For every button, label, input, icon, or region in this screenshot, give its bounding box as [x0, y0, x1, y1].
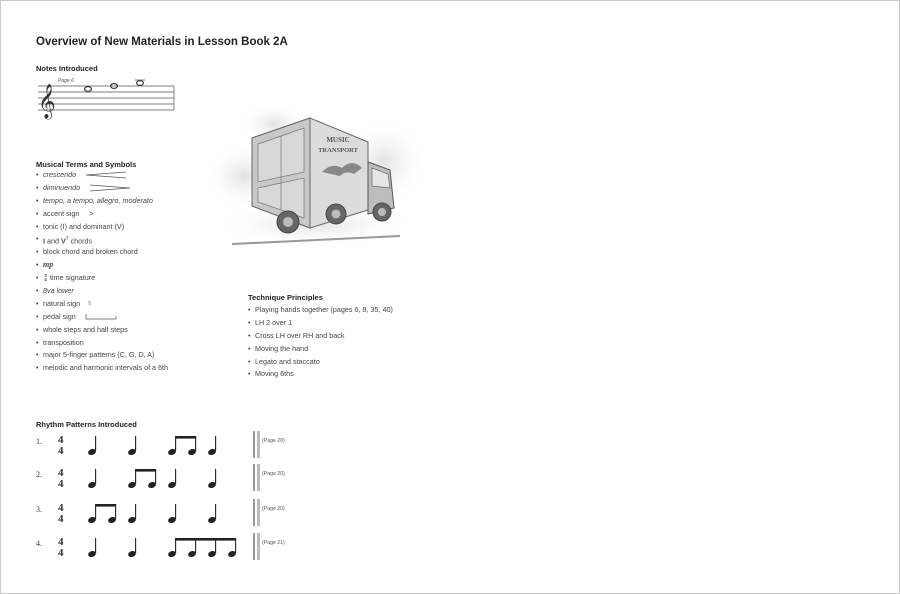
time-signature-top: 4 [58, 502, 64, 514]
diminuendo-icon [88, 184, 132, 192]
double-barline [253, 533, 255, 560]
double-barline [257, 464, 260, 491]
notes-heading: Notes Introduced [36, 64, 98, 73]
list-item: • transposition [36, 337, 168, 350]
mp-dynamic-icon: mp [43, 260, 54, 270]
whole-note-icon [85, 87, 92, 92]
natural-sign-icon: ♮ [88, 298, 92, 308]
eighth-note-beam [135, 469, 156, 472]
double-barline [253, 464, 255, 491]
double-barline [257, 499, 260, 526]
terms-list [36, 169, 168, 375]
rhythm-pattern [56, 464, 266, 492]
list-item: • Moving the hand [248, 343, 393, 356]
rhythm-row: 4. 4 4 (Page 21) [36, 539, 336, 569]
list-item: • Legato and staccato [248, 356, 393, 369]
rhythm-pattern [56, 431, 266, 459]
rhythm-row: 3. 4 4 (Page 20) [36, 505, 336, 535]
notes-page-label: Page 6 [58, 78, 74, 84]
rhythm-row: 1. 4 4 (Page 20) [36, 437, 336, 467]
time-signature-bottom: 4 [58, 513, 64, 525]
crescendo-icon [84, 171, 128, 179]
list-item: • Cross LH over RH and back [248, 330, 393, 343]
technique-list [248, 304, 393, 381]
time-signature-bottom: 4 [58, 445, 64, 457]
list-item: • Moving 6ths [248, 368, 393, 381]
notes-staff [36, 74, 176, 122]
list-item: • LH 2 over 1 [248, 317, 393, 330]
list-item: • melodic and harmonic intervals of a 6th [36, 362, 168, 375]
eighth-note-beam [175, 538, 236, 541]
list-item [36, 259, 168, 272]
double-barline [253, 431, 255, 458]
time-signature-top: 4 [58, 434, 64, 446]
time-signature-top: 4 [58, 467, 64, 479]
rhythm-heading: Rhythm Patterns Introduced [36, 420, 137, 429]
list-item: • crescendo [36, 169, 168, 182]
pedal-sign-icon [84, 313, 118, 321]
time-signature-top: 4 [58, 536, 64, 548]
double-barline [257, 533, 260, 560]
accent-sign-icon: > [89, 210, 94, 218]
list-item: • Playing hands together (pages 6, 8, 35, 40) [248, 304, 393, 317]
list-item: • whole steps and half steps [36, 324, 168, 337]
list-item: • 8va lower [36, 285, 168, 298]
music-truck-illustration [204, 96, 430, 256]
treble-clef-icon: 𝄞 [38, 84, 56, 119]
eighth-note-beam [175, 436, 196, 439]
rhythm-pattern [56, 499, 266, 527]
list-item: • tempo, a tempo, allegro, moderato [36, 195, 168, 208]
time-signature-bottom: 4 [58, 547, 64, 559]
list-item: • 3 4 time signature [36, 272, 168, 285]
svg-text:TRANSPORT: TRANSPORT [318, 147, 358, 154]
time-signature-icon: • 3 4 [44, 272, 47, 283]
list-item: • block chord and broken chord [36, 246, 168, 259]
list-item: • I and $V^7$ chords [36, 233, 168, 246]
time-signature-bottom: 4 [58, 478, 64, 490]
list-item: • natural sign ♮ [36, 298, 168, 311]
rhythm-pattern [56, 533, 266, 561]
whole-note-icon [137, 81, 144, 86]
technique-heading: Technique Principles [248, 293, 323, 302]
list-item: • diminuendo [36, 182, 168, 195]
terms-heading: Musical Terms and Symbols [36, 160, 137, 169]
svg-text:MUSIC: MUSIC [326, 136, 350, 144]
list-item: • major 5-finger patterns (C, G, D, A) [36, 349, 168, 362]
eighth-note-beam [95, 504, 116, 507]
page-title: Overview of New Materials in Lesson Book 2A [36, 36, 288, 48]
double-barline [253, 499, 255, 526]
double-barline [257, 431, 260, 458]
list-item: • pedal sign [36, 311, 168, 324]
list-item: • accent sign > [36, 208, 168, 221]
list-item: • tonic (I) and dominant (V) [36, 221, 168, 234]
rhythm-row: 2. 4 4 (Page 20) [36, 470, 336, 500]
